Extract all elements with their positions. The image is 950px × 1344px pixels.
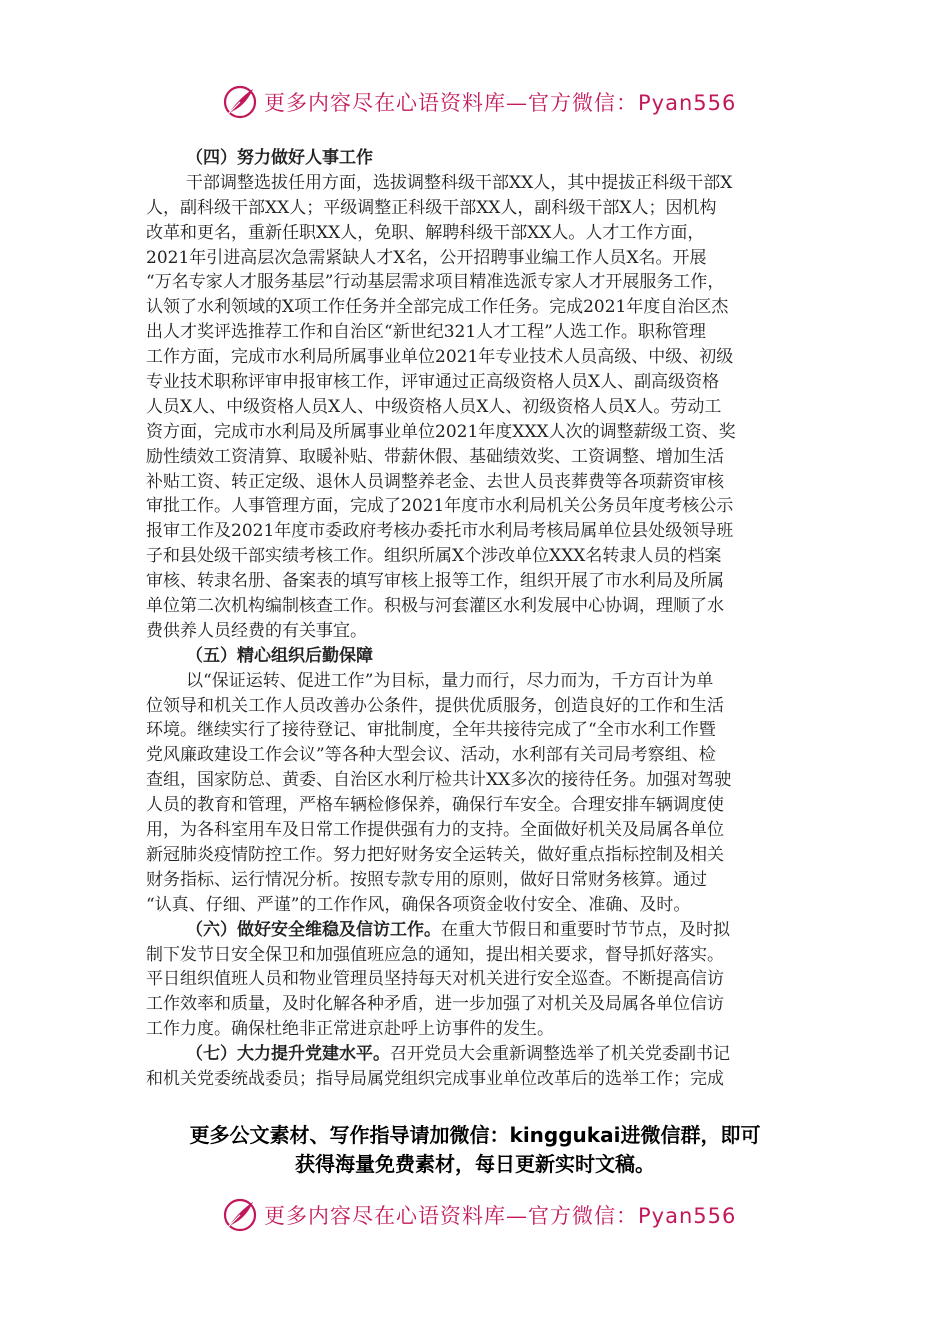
text-line — [146, 196, 806, 221]
line-text: 工作方面，完成市水利局所属事业单位2021年专业技术人员高级、中级、初级 — [146, 347, 734, 368]
text-line — [146, 893, 806, 918]
text-line — [146, 246, 806, 271]
line-text: “认真、仔细、严谨”的工作作风，确保各项资金收付安全、准确、及时。 — [146, 894, 691, 915]
line-text: 人员的教育和管理，严格车辆检修保养，确保行车安全。合理安排车辆调度使 — [146, 795, 724, 816]
line-text: 党风廉政建设工作会议”等各种大型会议、活动，水利部有关司局考察组、检 — [146, 745, 716, 766]
line-text: 人员X人、中级资格人员X人、中级资格人员X人、初级资格人员X人。劳动工 — [146, 396, 722, 417]
line-text: 新冠肺炎疫情防控工作。努力把好财务安全运转关，做好重点指标控制及相关 — [146, 844, 724, 865]
text-line — [146, 1042, 806, 1067]
header-banner — [222, 82, 736, 122]
line-text: 单位第二次机构编制核查工作。积极与河套灌区水利发展中心协调，理顺了水 — [146, 596, 724, 617]
line-text: （四）努力做好人事工作 — [186, 148, 373, 168]
document-body — [146, 146, 806, 1092]
header-banner-text: 更多内容尽在心语资料库—官方微信：Pyan556 — [264, 91, 737, 115]
section-heading — [146, 644, 806, 669]
footer-banner-text: 更多内容尽在心语资料库—官方微信：Pyan556 — [264, 1204, 737, 1228]
line-text: 认领了水利领域的X项工作任务并全部完成工作任务。完成2021年度自治区杰 — [146, 297, 729, 318]
section-heading — [146, 146, 806, 171]
line-text: 制下发节日安全保卫和加强值班应急的通知，提出相关要求，督导抓好落实。 — [146, 944, 724, 965]
inline-heading: （七）大力提升党建水平。 — [186, 1044, 390, 1065]
text-line — [146, 992, 806, 1017]
line-text: 和机关党委统战委员；指导局属党组织完成事业单位改革后的选举工作；完成 — [146, 1068, 724, 1089]
text-line — [146, 918, 806, 943]
line-text: 励性绩效工资清算、取暖补贴、带薪休假、基础绩效奖、工资调整、增加生活 — [146, 446, 724, 467]
line-text: 费供养人员经费的有关事宜。 — [146, 620, 367, 641]
text-line — [146, 718, 806, 743]
text-line — [146, 669, 806, 694]
text-line — [146, 943, 806, 968]
line-text: 财务指标、运行情况分析。按照专款专用的原则，做好日常财务核算。通过 — [146, 869, 707, 890]
text-line — [146, 868, 806, 893]
text-line — [146, 221, 806, 246]
text-line — [146, 544, 806, 569]
line-text: 查组，国家防总、黄委、自治区水利厅检共计XX多次的接待任务。加强对驾驶 — [146, 770, 732, 791]
text-line — [146, 270, 806, 295]
quill-logo-icon — [222, 84, 258, 120]
line-text: 用，为各科室用车及日常工作提供强有力的支持。全面做好机关及局属各单位 — [146, 820, 724, 841]
text-line — [146, 519, 806, 544]
text-line — [146, 818, 806, 843]
line-text: 报审工作及2021年度市委政府考核办委托市水利局考核局属单位县处级领导班 — [146, 521, 734, 542]
text-line — [146, 594, 806, 619]
text-line — [146, 1067, 806, 1092]
line-text: 环境。继续实行了接待登记、审批制度，全年共接待完成了“全市水利工作暨 — [146, 720, 716, 741]
text-line — [146, 694, 806, 719]
text-line — [146, 420, 806, 445]
line-text: 2021年引进高层次急需紧缺人才X名，公开招聘事业编工作人员X名。开展 — [146, 247, 707, 268]
line-text: 人，副科级干部XX人；平级调整正科级干部XX人，副科级干部X人；因机构 — [146, 197, 717, 218]
text-line — [146, 1017, 806, 1042]
promo-line-2: 获得海量免费素材，每日更新实时文稿。 — [295, 1152, 655, 1176]
line-text: 位领导和机关工作人员改善办公条件，提供优质服务，创造良好的工作和生活 — [146, 695, 724, 716]
line-text: 资方面，完成市水利局及所属事业单位2021年度XXX人次的调整薪级工资、奖 — [146, 421, 736, 442]
line-text: 平日组织值班人员和物业管理员坚持每天对机关进行安全巡查。不断提高信访 — [146, 969, 724, 990]
text-line — [146, 843, 806, 868]
text-line — [146, 171, 806, 196]
text-line — [146, 445, 806, 470]
text-line — [146, 320, 806, 345]
text-line — [146, 345, 806, 370]
text-line — [146, 967, 806, 992]
line-text: 出人才奖评选推荐工作和自治区“新世纪321人才工程”人选工作。职称管理 — [146, 322, 706, 343]
text-line — [146, 743, 806, 768]
text-line — [146, 569, 806, 594]
promo-line-1: 更多公文素材、写作指导请加微信：kinggukai进微信群，即可 — [189, 1123, 761, 1147]
line-text: “万名专家人才服务基层”行动基层需求项目精准选派专家人才开展服务工作， — [146, 272, 725, 293]
text-line — [146, 370, 806, 395]
line-text: 补贴工资、转正定级、退休人员调整养老金、去世人员丧葬费等各项薪资审核 — [146, 471, 724, 492]
line-text: 召开党员大会重新调整选举了机关党委副书记 — [390, 1044, 730, 1065]
line-text: 审批工作。人事管理方面，完成了2021年度市水利局机关公务员年度考核公示 — [146, 496, 734, 517]
line-text: 子和县处级干部实绩考核工作。组织所属X个涉改单位XXX名转隶人员的档案 — [146, 546, 722, 567]
text-line — [146, 619, 806, 644]
line-text: 改革和更名，重新任职XX人，免职、解聘科级干部XX人。人才工作方面， — [146, 222, 705, 243]
text-line — [146, 494, 806, 519]
quill-logo-icon — [222, 1197, 258, 1233]
line-text: 审核、转隶名册、备案表的填写审核上报等工作，组织开展了市水利局及所属 — [146, 571, 724, 592]
text-line — [146, 395, 806, 420]
line-text: 干部调整选拔任用方面，选拔调整科级干部XX人，其中提拔正科级干部X — [186, 172, 733, 193]
inline-heading: （六）做好安全维稳及信访工作。 — [186, 919, 441, 940]
line-text: 在重大节假日和重要时节节点，及时拟 — [441, 919, 730, 940]
text-line — [146, 470, 806, 495]
line-text: 工作效率和质量，及时化解各种矛盾，进一步加强了对机关及局属各单位信访 — [146, 994, 724, 1015]
line-text: 专业技术职称评审申报审核工作，评审通过正高级资格人员X人、副高级资格 — [146, 372, 720, 393]
line-text: （五）精心组织后勤保障 — [186, 645, 373, 666]
text-line — [146, 768, 806, 793]
text-line — [146, 295, 806, 320]
line-text: 工作力度。确保杜绝非正常进京赴呼上访事件的发生。 — [146, 1019, 554, 1040]
text-line — [146, 793, 806, 818]
line-text: 以“保证运转、促进工作”为目标，量力而行，尽力而为，千方百计为单 — [186, 670, 714, 691]
promo-notice — [130, 1121, 820, 1179]
footer-banner — [222, 1195, 736, 1235]
